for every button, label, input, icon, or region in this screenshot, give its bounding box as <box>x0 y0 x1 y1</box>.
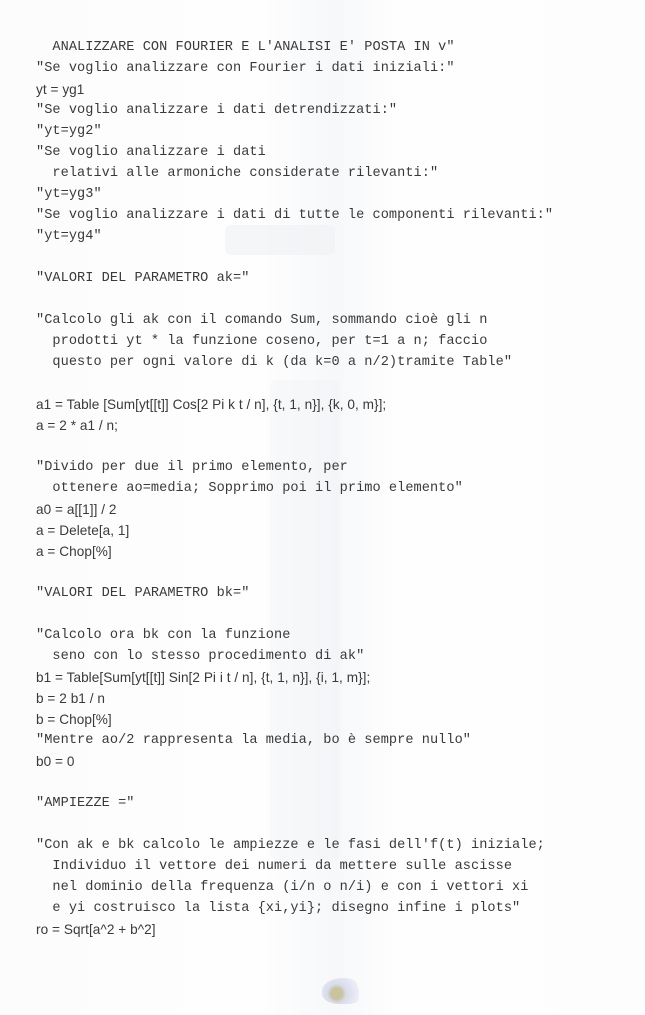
code-line: b0 = 0 <box>36 754 75 769</box>
code-line: b = 2 b1 / n <box>36 691 106 706</box>
comment-line: "Calcolo gli ak con il comando Sum, sommando cioè gli n <box>36 313 488 328</box>
section-heading-ak: "VALORI DEL PARAMETRO ak=" <box>36 271 250 286</box>
code-line: b = Chop[%] <box>36 712 112 727</box>
code-line: ro = Sqrt[a^2 + b^2] <box>36 922 156 937</box>
code-line: a1 = Table [Sum[yt[[t]] Cos[2 Pi k t / n], {t, 1, n}], {k, 0, m}]; <box>36 397 387 412</box>
section-heading-ampiezze: "AMPIEZZE =" <box>36 796 135 811</box>
comment-line: "Se voglio analizzare i dati detrendizzati:" <box>36 103 398 118</box>
scan-stain <box>322 978 364 1004</box>
comment-line: nel dominio della frequenza (i/n o n/i) e con i vettori xi <box>36 880 529 895</box>
code-line: yt = yg1 <box>36 82 85 97</box>
comment-line: "yt=yg3" <box>36 187 102 202</box>
comment-line: "Mentre ao/2 rappresenta la media, bo è sempre nullo" <box>36 733 472 748</box>
title-line: ANALIZZARE CON FOURIER E L'ANALISI E' POSTA IN v" <box>36 40 455 55</box>
section-heading-bk: "VALORI DEL PARAMETRO bk=" <box>36 586 250 601</box>
comment-line: "yt=yg4" <box>36 229 102 244</box>
comment-line: questo per ogni valore di k (da k=0 a n/2)tramite Table" <box>36 355 513 370</box>
code-line: a = Delete[a, 1] <box>36 523 130 538</box>
comment-line: prodotti yt * la funzione coseno, per t=1 a n; faccio <box>36 334 488 349</box>
code-line: a0 = a[[1]] / 2 <box>36 502 117 517</box>
scan-shadow <box>225 225 335 255</box>
comment-line: relativi alle armoniche considerate rilevanti:" <box>36 166 439 181</box>
code-line: b1 = Table[Sum[yt[[t]] Sin[2 Pi i t / n], {t, 1, n}], {i, 1, m}]; <box>36 670 371 685</box>
code-line: a = 2 * a1 / n; <box>36 418 118 433</box>
comment-line: "Se voglio analizzare con Fourier i dati iniziali:" <box>36 61 455 76</box>
comment-line: seno con lo stesso procedimento di ak" <box>36 649 365 664</box>
comment-line: "yt=yg2" <box>36 124 102 139</box>
comment-line: "Con ak e bk calcolo le ampiezze e le fasi dell'f(t) iniziale; <box>36 838 545 853</box>
scan-shadow <box>270 380 340 860</box>
code-line: a = Chop[%] <box>36 544 112 559</box>
comment-line: "Se voglio analizzare i dati di tutte le componenti rilevanti:" <box>36 208 554 223</box>
comment-line: Individuo il vettore dei numeri da mettere sulle ascisse <box>36 859 513 874</box>
comment-line: e yi costruisco la lista {xi,yi}; disegno infine i plots" <box>36 901 521 916</box>
comment-line: "Divido per due il primo elemento, per <box>36 460 348 475</box>
comment-line: "Se voglio analizzare i dati <box>36 145 266 160</box>
comment-line: "Calcolo ora bk con la funzione <box>36 628 291 643</box>
comment-line: ottenere ao=media; Sopprimo poi il primo elemento" <box>36 481 463 496</box>
